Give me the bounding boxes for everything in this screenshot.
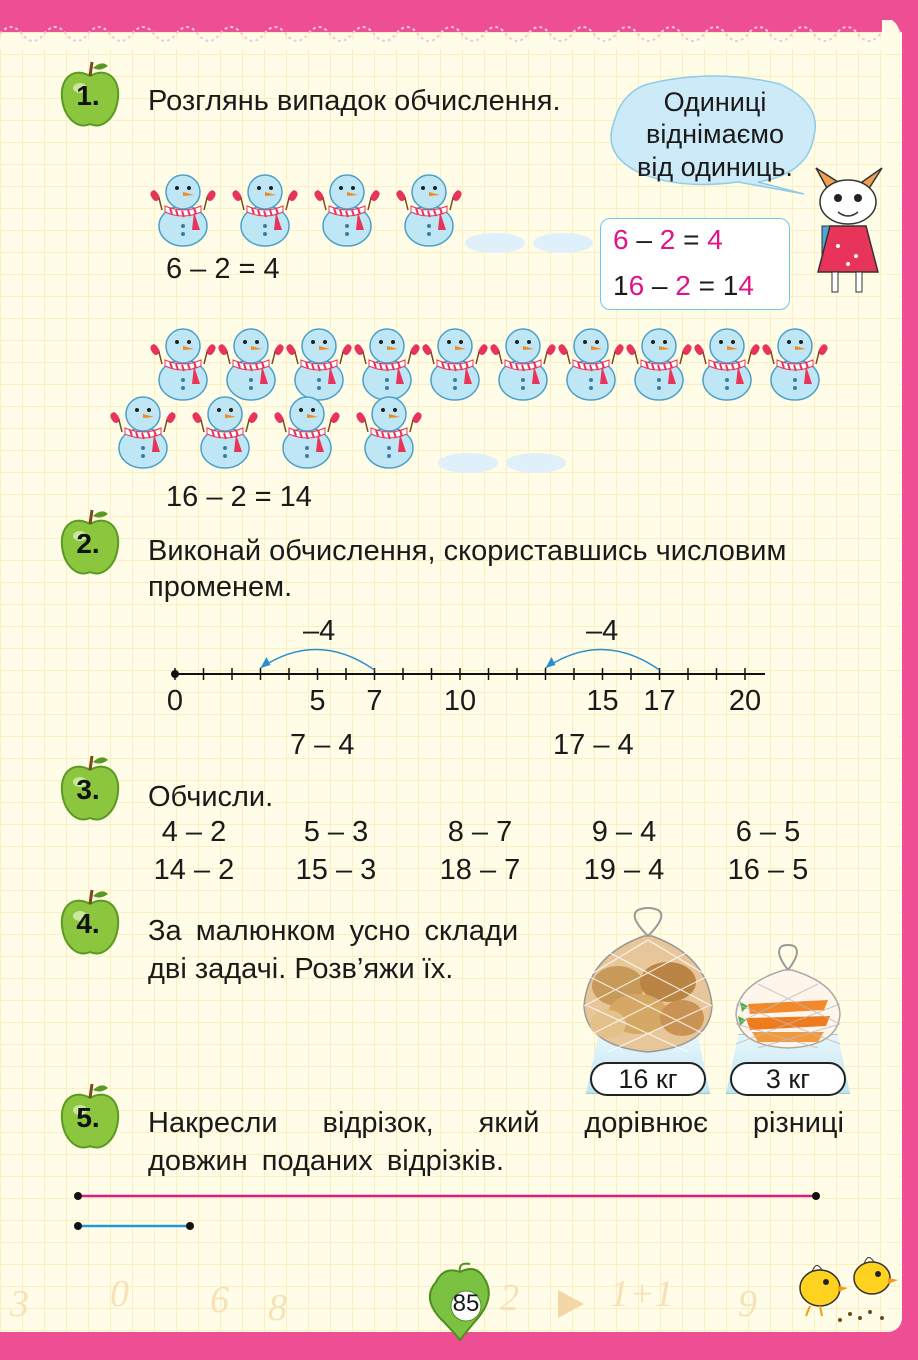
arrowhead bbox=[261, 657, 271, 668]
digit-tens: 1 bbox=[613, 270, 629, 301]
exercise-expression: 6 – 5 bbox=[735, 816, 801, 848]
potato-bag-illustration bbox=[578, 906, 718, 1056]
segment-endpoint bbox=[74, 1222, 82, 1230]
task-number: 5. bbox=[76, 1102, 100, 1133]
digit-units: 4 bbox=[738, 270, 754, 301]
bubble-line-2: віднімаємо bbox=[646, 119, 784, 150]
apple-number-badge bbox=[58, 506, 122, 578]
tick-label: 10 bbox=[443, 685, 477, 717]
digit-units: 4 bbox=[707, 224, 723, 255]
exercise-expression: 9 – 4 bbox=[591, 816, 657, 848]
arc-label: –4 bbox=[586, 615, 619, 647]
digit-units: 6 bbox=[628, 270, 645, 301]
arc-label: –4 bbox=[303, 615, 336, 647]
rule-line-2 bbox=[613, 269, 754, 303]
task3-instruction: Обчисли. bbox=[148, 781, 274, 813]
oval-placeholder bbox=[465, 233, 525, 253]
svg-text:8: 8 bbox=[268, 1287, 287, 1329]
segment-endpoint bbox=[186, 1222, 194, 1230]
bubble-line-1: Одиниці bbox=[663, 87, 767, 117]
tick-label: 0 bbox=[166, 685, 184, 717]
task2-instruction-line-1: Виконай обчислення, скориставшись числовим bbox=[148, 535, 787, 567]
jump-arc bbox=[261, 649, 375, 670]
task5-instruction-line-2: довжин поданих відрізків. bbox=[148, 1145, 505, 1177]
exercise-expression: 14 – 2 bbox=[153, 854, 235, 886]
tick-label: 7 bbox=[366, 685, 383, 717]
jump-arc bbox=[546, 649, 660, 670]
snowman-illustration bbox=[108, 390, 172, 470]
rule-line-1 bbox=[613, 223, 723, 257]
exercise-expression: 19 – 4 bbox=[583, 854, 665, 886]
task-number: 3. bbox=[76, 774, 100, 805]
snowman-illustration bbox=[394, 168, 458, 248]
snowman-illustration bbox=[230, 168, 294, 248]
exercise-expression: 4 – 2 bbox=[161, 816, 227, 848]
svg-text:2: 2 bbox=[500, 1277, 519, 1319]
snowman-illustration bbox=[354, 390, 418, 470]
task1-instruction: Розглянь випадок обчислення. bbox=[148, 85, 561, 117]
tick-label: 20 bbox=[728, 685, 762, 717]
snowman-illustration bbox=[556, 322, 620, 402]
task4-instruction-line-1: За малюнком усно склади bbox=[148, 915, 519, 947]
exercise-expression: 16 – 5 bbox=[727, 854, 809, 886]
expression-2: 17 – 4 bbox=[553, 729, 634, 761]
oval-placeholder bbox=[506, 453, 566, 473]
rule-box bbox=[600, 218, 790, 310]
equation-big: 16 – 2 = 14 bbox=[166, 481, 312, 513]
snowman-illustration bbox=[488, 322, 552, 402]
arrowhead bbox=[546, 657, 556, 668]
fox-girl-illustration bbox=[808, 160, 888, 300]
snowman-illustration bbox=[760, 322, 824, 402]
exercise-expression: 18 – 7 bbox=[439, 854, 521, 886]
oval-placeholder bbox=[533, 233, 593, 253]
task5-instruction-line-1: Накресли відрізок, який дорівнює різниці bbox=[148, 1107, 844, 1139]
segment-endpoint bbox=[74, 1192, 82, 1200]
operator: – bbox=[644, 270, 676, 301]
tick-label: 5 bbox=[309, 685, 326, 717]
snowman-illustration bbox=[420, 322, 484, 402]
bubble-line-3: від одиниць. bbox=[637, 151, 793, 182]
exercise-expression: 5 – 3 bbox=[303, 816, 369, 848]
digit-units: 6 bbox=[613, 224, 629, 255]
origin-dot bbox=[171, 670, 179, 678]
digit-units: 2 bbox=[659, 224, 676, 255]
task-number: 2. bbox=[76, 528, 100, 559]
digit-tens: 1 bbox=[722, 270, 739, 301]
exercise-expression: 15 – 3 bbox=[295, 854, 377, 886]
apple-number-badge bbox=[58, 886, 122, 958]
oval-placeholder bbox=[438, 453, 498, 473]
task-number: 1. bbox=[76, 80, 100, 111]
svg-text:3: 3 bbox=[10, 1283, 29, 1325]
page-number: 85 bbox=[452, 1290, 480, 1317]
svg-text:1+1: 1+1 bbox=[610, 1273, 674, 1315]
equation-small: 6 – 2 = 4 bbox=[166, 253, 280, 285]
weight-label-carrots: 3 кг bbox=[730, 1062, 846, 1096]
apple-number-badge bbox=[58, 1080, 122, 1152]
tick-label: 17 bbox=[643, 685, 676, 717]
snowman-illustration bbox=[190, 390, 254, 470]
segments-figure bbox=[70, 1186, 830, 1236]
svg-text:9: 9 bbox=[738, 1283, 757, 1325]
snowman-illustration bbox=[624, 322, 688, 402]
bubble-text bbox=[625, 86, 805, 183]
exercise-expression: 8 – 7 bbox=[447, 816, 513, 848]
carrot-bag-illustration bbox=[728, 944, 848, 1054]
snowman-illustration bbox=[312, 168, 376, 248]
apple-number-badge bbox=[58, 752, 122, 824]
wavy-border-top bbox=[0, 20, 918, 50]
operator: – bbox=[628, 224, 660, 255]
snowman-illustration bbox=[692, 322, 756, 402]
task2-instruction-line-2: променем. bbox=[148, 571, 293, 603]
svg-text:6: 6 bbox=[210, 1279, 229, 1321]
segment-endpoint bbox=[812, 1192, 820, 1200]
expression-1: 7 – 4 bbox=[290, 729, 355, 761]
digit-units: 2 bbox=[675, 270, 691, 301]
weight-label-potatoes: 16 кг bbox=[590, 1062, 706, 1096]
task4-instruction-line-2: дві задачі. Розв’яжи їх. bbox=[148, 953, 454, 985]
snowman-illustration bbox=[148, 168, 212, 248]
equals: = bbox=[675, 224, 708, 255]
task-number: 4. bbox=[76, 908, 100, 939]
apple-number-badge bbox=[58, 58, 122, 130]
tick-label: 15 bbox=[586, 685, 619, 717]
equals: = bbox=[690, 270, 723, 301]
chicks-illustration bbox=[790, 1248, 902, 1328]
snowman-illustration bbox=[272, 390, 336, 470]
svg-text:0: 0 bbox=[110, 1273, 129, 1315]
